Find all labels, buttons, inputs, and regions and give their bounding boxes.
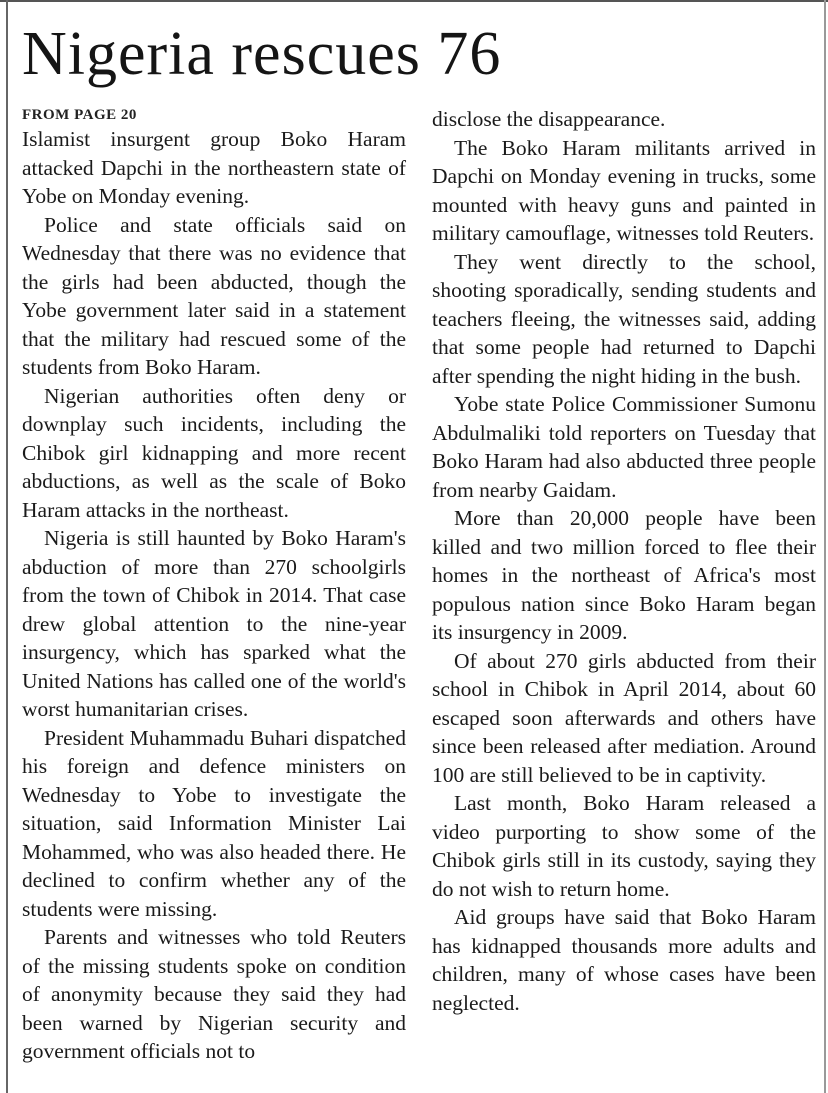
right-border-rule [824,0,826,1093]
paragraph: Aid groups have said that Boko Haram has kidnapped thousands more adults and children, many of whose cases have been neglected. [432,905,816,1015]
article-column-right [432,105,816,1017]
paragraph: They went directly to the school, shooting sporadically, sending students and teachers fleeing, the witnesses said, adding that some people had returned to Dapchi after spending the night hiding in the bush. [432,249,816,388]
paragraph: Parents and witnesses who told Reuters of the missing students spoke on condition of anonymity because they said they had been warned by Nigerian security and government officials not to [22,925,406,1063]
paragraph: Police and state officials said on Wednesday that there was no evidence that the girls had been abducted, though the Yobe government later said in a statement that the military had rescued some of the students from Boko Haram. [22,212,406,379]
paragraph: Islamist insurgent group Boko Haram attacked Dapchi in the northeastern state of Yobe on Monday evening. [22,127,406,208]
paragraph: Last month, Boko Haram released a video purporting to show some of the Chibok girls still in its custody, saying they do not wish to return home. [432,791,816,901]
paragraph: Of about 270 girls abducted from their school in Chibok in April 2014, about 60 escaped soon afterwards and others have since been released after mediation. Around 100 are still believed to be in captivity. [432,648,816,787]
left-border-rule [6,0,8,1093]
paragraph: Nigeria is still haunted by Boko Haram's abduction of more than 270 schoolgirls from the town of Chibok in 2014. That case drew global attention to the nine-year insurgency, which has sparked what the United Nations has called one of the world's worst humanitarian crises. [22,526,406,721]
jump-label: FROM PAGE 20 [22,107,137,123]
paragraph: Yobe state Police Commissioner Sumonu Abdulmaliki told reporters on Tuesday that Boko Haram had also abducted three people from nearby Gaidam. [432,392,816,502]
paragraph: President Muhammadu Buhari dispatched his foreign and defence ministers on Wednesday to Yobe to investigate the situation, said Information Minister Lai Mohammed, who was also headed there. He declined to confirm whether any of the students were missing. [22,725,406,921]
paragraph: More than 20,000 people have been killed and two million forced to flee their homes in the northeast of Africa's most populous nation since Boko Haram began its insurgency in 2009. [432,506,816,644]
paragraph: Nigerian authorities often deny or downplay such incidents, including the Chibok girl kidnapping and more recent abductions, as well as the scale of Boko Haram attacks in the northeast. [22,383,406,522]
article-headline: Nigeria rescues 76 [22,20,502,88]
paragraph: The Boko Haram militants arrived in Dapchi on Monday evening in trucks, some mounted with heavy guns and painted in military camouflage, witnesses told Reuters. [432,135,816,245]
article-column-left [22,105,406,1066]
top-border-rule [0,0,828,2]
paragraph: disclose the disappearance. [432,107,666,131]
